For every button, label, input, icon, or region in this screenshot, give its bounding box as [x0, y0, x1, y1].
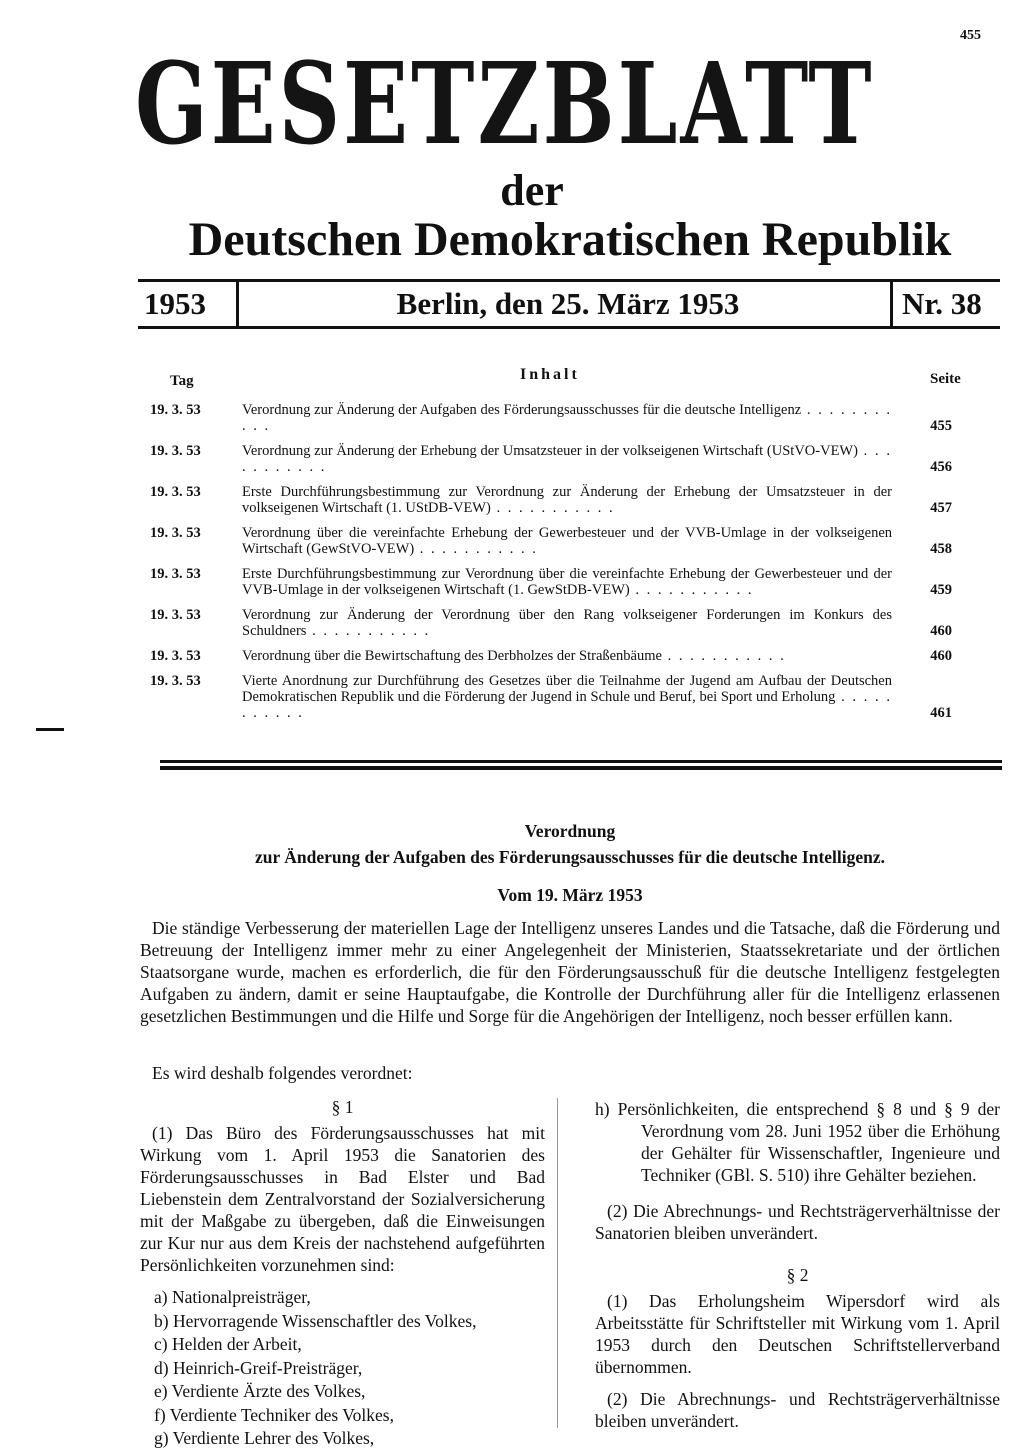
- toc-page: 458: [930, 541, 952, 557]
- toc-title: [242, 673, 892, 721]
- toc-title: [242, 484, 892, 516]
- page-number: 455: [960, 28, 981, 43]
- toc-page: 461: [930, 705, 952, 721]
- article-heading: Verordnung: [524, 821, 616, 841]
- toc-date: 19. 3. 53: [150, 566, 201, 582]
- toc-leader-dots: . . . . . . . . . . .: [242, 689, 892, 721]
- list-item: e) Verdiente Ärzte des Volkes,: [154, 1381, 366, 1401]
- toc-leader-dots: . . . . . . . . . . .: [306, 623, 431, 639]
- toc-title: [242, 607, 892, 639]
- article-date: Vom 19. März 1953: [497, 885, 643, 905]
- toc-row: [150, 402, 980, 434]
- double-rule: [160, 760, 1002, 770]
- toc-title-text: Verordnung zur Änderung der Aufgaben des Förderungsausschusses für die deutsche Intelligenz: [242, 402, 802, 418]
- toc-date: 19. 3. 53: [150, 484, 201, 500]
- toc-date: 19. 3. 53: [150, 443, 201, 459]
- toc-title: [242, 402, 892, 434]
- toc-date: 19. 3. 53: [150, 402, 201, 418]
- toc-title-text: Vierte Anordnung zur Durchführung des Gesetzes über die Teilnahme der Jugend am Aufbau der Deutschen Demokratischen Republik und die Förderung der Jugend in Schule und Beruf, bei Sport und Erholung: [242, 673, 892, 705]
- toc-leader-dots: . . . . . . . . . . .: [242, 443, 892, 475]
- decree-line: Es wird deshalb folgendes verordnet:: [152, 1063, 413, 1083]
- margin-mark: [36, 728, 64, 731]
- toc-col-title: Inhalt: [520, 366, 580, 383]
- section-2-paragraph-2: (2) Die Abrechnungs- und Rechtsträgerverhältnisse bleiben unverändert.: [595, 1389, 1000, 1431]
- toc-title-text: Verordnung über die vereinfachte Erhebung der Gewerbesteuer und der VVB-Umlage in der volkseigenen Wirtschaft (GewStVO-VEW): [242, 525, 892, 557]
- issue-number: Nr. 38: [902, 286, 982, 321]
- toc-row: [150, 673, 980, 721]
- toc-date: 19. 3. 53: [150, 648, 201, 664]
- toc-title: [242, 648, 892, 664]
- section-1-heading: § 1: [331, 1097, 354, 1117]
- issue-date: Berlin, den 25. März 1953: [396, 286, 740, 321]
- toc-date: 19. 3. 53: [150, 607, 201, 623]
- eligible-list: [140, 1286, 545, 1451]
- toc-col-day: Tag: [170, 373, 194, 389]
- masthead-title: GESETZBLATT: [135, 39, 875, 170]
- toc-leader-dots: . . . . . . . . . . .: [629, 582, 754, 598]
- toc-leader-dots: . . . . . . . . . . .: [490, 500, 615, 516]
- list-item: f) Verdiente Techniker des Volkes,: [154, 1404, 394, 1425]
- toc-row: [150, 443, 980, 475]
- list-item-h: h) Persönlichkeiten, die entsprechend § 8 und § 9 der Verordnung vom 28. Juni 1952 über die Erhöhung der Gehälter für Wissenschaftler, Ingenieure und Techniker (GBl. S. 510) ihre Gehälter beziehen.: [595, 1099, 1000, 1185]
- toc-row: [150, 566, 980, 598]
- toc-title: [242, 525, 892, 557]
- section-2-heading: § 2: [786, 1265, 809, 1285]
- table-of-contents: [150, 402, 980, 730]
- toc-page: 460: [930, 623, 952, 639]
- toc-title-text: Verordnung zur Änderung der Erhebung der Umsatzsteuer in der volkseigenen Wirtschaft (UStVO-VEW): [242, 443, 858, 459]
- toc-leader-dots: . . . . . . . . . . .: [661, 648, 786, 664]
- section-2-paragraph-1: (1) Das Erholungsheim Wipersdorf wird als Arbeitsstätte für Schriftsteller mit Wirkung vom 1. April 1953 durch den Deutschen Schriftstellerverband übernommen.: [595, 1291, 1000, 1377]
- toc-date: 19. 3. 53: [150, 673, 201, 689]
- list-item: c) Helden der Arbeit,: [154, 1334, 302, 1354]
- toc-leader-dots: . . . . . . . . . . .: [242, 402, 892, 434]
- masthead-republic: Deutschen Demokratischen Republik: [188, 213, 952, 266]
- toc-page: 455: [930, 418, 952, 434]
- toc-row: [150, 607, 980, 639]
- toc-row: [150, 525, 980, 557]
- toc-page: 457: [930, 500, 952, 516]
- right-column: [595, 1098, 1000, 1442]
- issue-divider: [890, 282, 893, 326]
- column-divider: [557, 1098, 558, 1428]
- list-item: d) Heinrich-Greif-Preisträger,: [154, 1357, 363, 1378]
- toc-row: [150, 484, 980, 516]
- issue-year: 1953: [144, 286, 206, 321]
- left-column: [140, 1096, 545, 1451]
- toc-leader-dots: . . . . . . . . . . .: [414, 541, 538, 557]
- article-intro: Die ständige Verbesserung der materiellen Lage der Intelligenz unseres Landes und die Tatsache, daß die Förderung und Betreuung der Intelligenz immer mehr zu einer Angelegenheit der Ministerien, Staatssekretariate und der örtlichen Staatsorgane wurde, machen es erforderlich, die für den Förderungsausschuß für die deutsche Intelligenz festgelegten Aufgaben zu ändern, damit er seine Hauptaufgabe, die Kontrolle der Durchführung aller für die Intelligenz erlassenen gesetzlichen Bestimmungen und die Hilfe und Sorge für die Angehörigen der Intelligenz, noch besser erfüllen kann.: [140, 918, 1000, 1026]
- toc-title-text: Verordnung zur Änderung der Verordnung über den Rang volkseigener Forderungen im Konkurs des Schuldners: [242, 607, 892, 639]
- toc-title: [242, 443, 892, 475]
- list-item: g) Verdiente Lehrer des Volkes,: [154, 1428, 375, 1448]
- masthead-der: der: [500, 166, 564, 215]
- toc-title-text: Verordnung über die Bewirtschaftung des Derbholzes der Straßenbäume: [242, 648, 662, 664]
- toc-page: 460: [930, 648, 952, 664]
- section-1-paragraph-1: (1) Das Büro des Förderungsausschusses hat mit Wirkung vom 1. April 1953 die Sanatorien des Förderungsausschusses in Bad Elster und Bad Liebenstein dem Zentralvorstand der Sozialversicherung mit der Maßgabe zu übergeben, daß die Einweisungen zur Kur nur aus dem Kreis der nachstehend aufgeführten Persönlichkeiten vorzunehmen sind:: [140, 1123, 545, 1275]
- toc-title-text: Erste Durchführungsbestimmung zur Verordnung zur Änderung der Erhebung der Umsatzsteuer in der volkseigenen Wirtschaft (1. UStDB-VEW): [242, 484, 892, 516]
- toc-title-text: Erste Durchführungsbestimmung zur Verordnung über die vereinfachte Erhebung der Gewerbesteuer und der VVB-Umlage in der volkseigenen Wirtschaft (1. GewStDB-VEW): [242, 566, 892, 598]
- issue-bar: [138, 279, 1000, 329]
- article-subheading: zur Änderung der Aufgaben des Förderungsausschusses für die deutsche Intelligenz.: [254, 847, 886, 867]
- list-item: b) Hervorragende Wissenschaftler des Volkes,: [154, 1310, 477, 1331]
- toc-page: 456: [930, 459, 952, 475]
- toc-date: 19. 3. 53: [150, 525, 201, 541]
- toc-row: [150, 648, 980, 664]
- toc-col-page: Seite: [930, 371, 961, 387]
- list-item: a) Nationalpreisträger,: [154, 1287, 311, 1307]
- toc-page: 459: [930, 582, 952, 598]
- section-1-paragraph-2: (2) Die Abrechnungs- und Rechtsträgerverhältnisse der Sanatorien bleiben unverändert.: [595, 1201, 1000, 1243]
- toc-title: [242, 566, 892, 598]
